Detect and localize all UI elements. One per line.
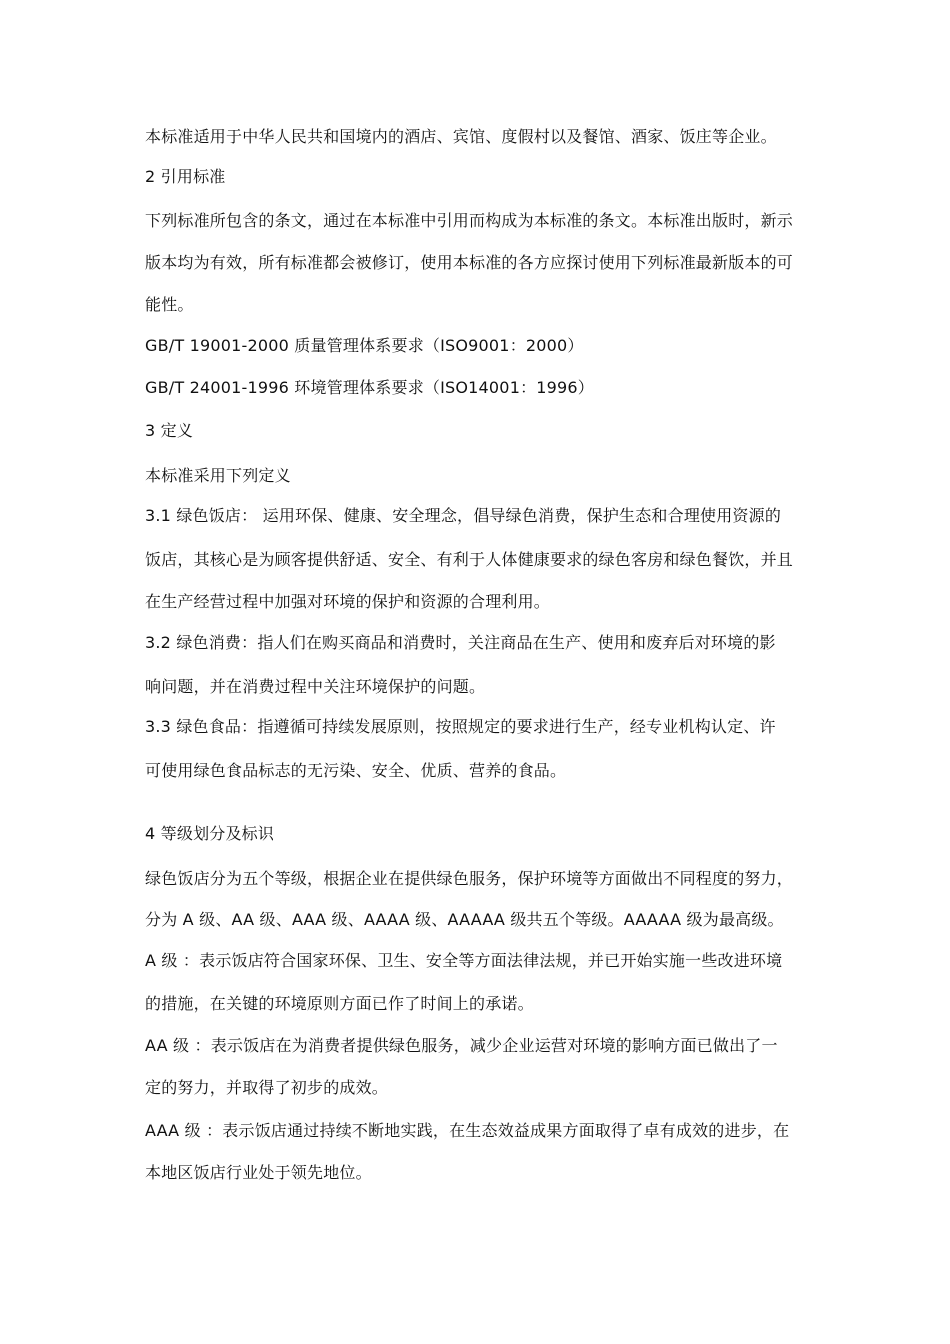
definition-3-1-line-3: 在生产经营过程中加强对环境的保护和资源的合理利用。 [145, 592, 551, 611]
definitions-intro: 本标准采用下列定义 [145, 466, 291, 485]
grade-aa-line-1: AA 级 ：表示饭店在为消费者提供绿色服务，减少企业运营对环境的影响方面已做出了一 [145, 1036, 778, 1055]
definition-3-3-line-2: 可使用绿色食品标志的无污染、安全、优质、营养的食品。 [145, 761, 567, 780]
grade-a-line-2: 的措施，在关键的环境原则方面已作了时间上的承诺。 [145, 994, 534, 1013]
references-paragraph-line-1: 下列标准所包含的条文，通过在本标准中引用而构成为本标准的条文。本标准出版时，新示 [145, 211, 794, 230]
reference-gbt-24001: GB/T 24001-1996 环境管理体系要求（ISO14001：1996） [145, 378, 594, 397]
grades-paragraph-line-1: 绿色饭店分为五个等级，根据企业在提供绿色服务，保护环境等方面做出不同程度的努力， [145, 869, 794, 888]
grade-aaa-line-2: 本地区饭店行业处于领先地位。 [145, 1163, 372, 1182]
definition-3-3-line-1: 3.3 绿色食品：指遵循可持续发展原则，按照规定的要求进行生产，经专业机构认定、许 [145, 717, 776, 736]
definition-3-1-line-1: 3.1 绿色饭店： 运用环保、健康、安全理念，倡导绿色消费，保护生态和合理使用资源的 [145, 506, 782, 525]
section-4-heading: 4 等级划分及标识 [145, 824, 275, 843]
grade-aa-line-2: 定的努力，并取得了初步的成效。 [145, 1078, 389, 1097]
grade-a-line-1: A 级 ：表示饭店符合国家环保、卫生、安全等方面法律法规，并已开始实施一些改进环境 [145, 951, 783, 970]
section-2-heading: 2 引用标准 [145, 167, 226, 186]
definition-3-2-line-1: 3.2 绿色消费：指人们在购买商品和消费时，关注商品在生产、使用和废弃后对环境的影 [145, 633, 776, 652]
references-paragraph-line-3: 能性。 [145, 295, 194, 314]
scope-paragraph: 本标准适用于中华人民共和国境内的酒店、宾馆、度假村以及餐馆、酒家、饭庄等企业。 [145, 127, 777, 146]
references-paragraph-line-2: 版本均为有效，所有标准都会被修订，使用本标准的各方应探讨使用下列标准最新版本的可 [145, 253, 794, 272]
definition-3-2-line-2: 响问题，并在消费过程中关注环境保护的问题。 [145, 677, 486, 696]
reference-gbt-19001: GB/T 19001-2000 质量管理体系要求（ISO9001：2000） [145, 336, 584, 355]
grades-paragraph-line-2: 分为 A 级、AA 级、AAA 级、AAAA 级、AAAAA 级共五个等级。AAAAA 级为最高级。 [145, 910, 784, 929]
definition-3-1-line-2: 饭店，其核心是为顾客提供舒适、安全、有利于人体健康要求的绿色客房和绿色餐饮，并且 [145, 550, 794, 569]
section-3-heading: 3 定义 [145, 421, 194, 440]
grade-aaa-line-1: AAA 级 ：表示饭店通过持续不断地实践，在生态效益成果方面取得了卓有成效的进步，在 [145, 1121, 790, 1140]
